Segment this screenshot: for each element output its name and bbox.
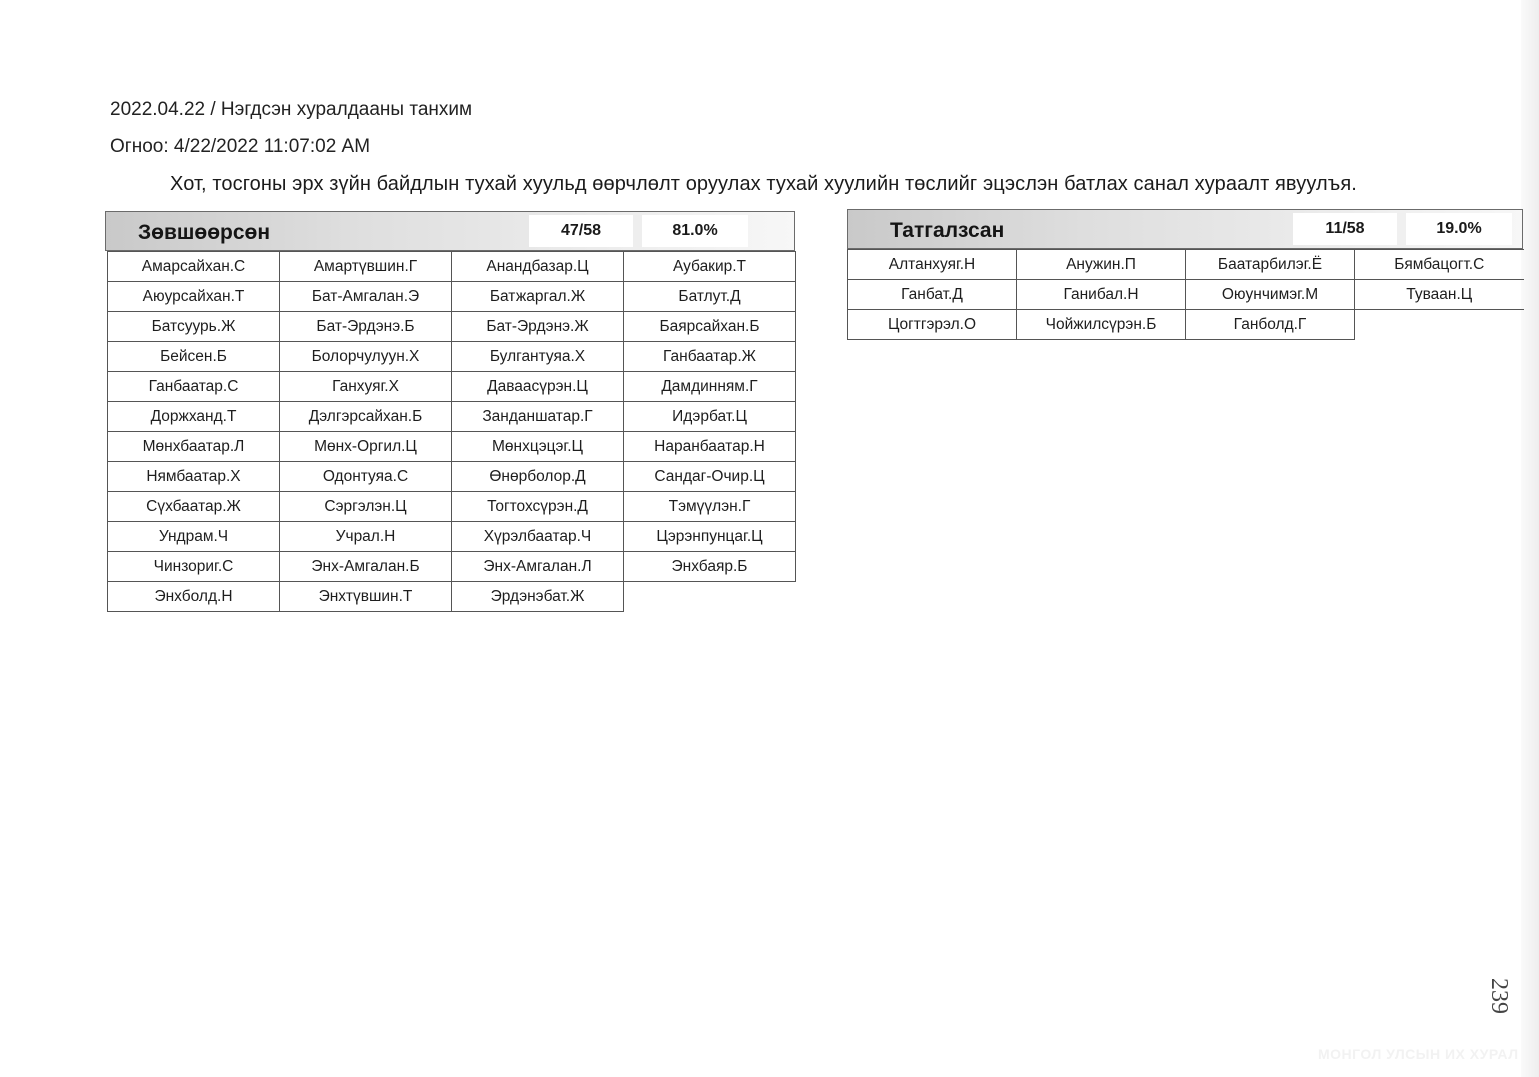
table-row bbox=[108, 282, 796, 312]
table-row bbox=[848, 250, 1524, 280]
approved-block bbox=[105, 211, 795, 612]
member-name-cell: Болорчулуун.Х bbox=[280, 342, 452, 372]
member-name-cell: Энх-Амгалан.Б bbox=[280, 552, 452, 582]
table-row bbox=[848, 280, 1524, 310]
member-name-cell: Аюурсайхан.Т bbox=[108, 282, 280, 312]
member-name-cell: Туваан.Ц bbox=[1355, 280, 1524, 310]
member-name-cell: Булгантуяа.Х bbox=[452, 342, 624, 372]
member-name-cell: Цэрэнпунцаг.Ц bbox=[624, 522, 796, 552]
member-name-cell: Хүрэлбаатар.Ч bbox=[452, 522, 624, 552]
table-row bbox=[108, 552, 796, 582]
member-name-cell: Баярсайхан.Б bbox=[624, 312, 796, 342]
member-name-cell: Батсуурь.Ж bbox=[108, 312, 280, 342]
member-name-cell: Амарсайхан.С bbox=[108, 252, 280, 282]
rejected-header bbox=[847, 209, 1523, 249]
page-edge bbox=[1521, 0, 1539, 1077]
member-name-cell: Сандаг-Очир.Ц bbox=[624, 462, 796, 492]
table-row bbox=[108, 462, 796, 492]
member-name-cell: Цогтгэрэл.О bbox=[848, 310, 1017, 340]
motion-text: Хот, тосгоны эрх зүйн байдлын тухай хуульд өөрчлөлт оруулах тухай хуулийн төслийг эцэслэн батлах санал хураалт явуулъя. bbox=[170, 173, 1357, 195]
member-name-cell: Ганхуяг.Х bbox=[280, 372, 452, 402]
approved-title: Зөвшөөрсөн bbox=[138, 221, 271, 244]
member-name-cell: Баатарбилэг.Ё bbox=[1186, 250, 1355, 280]
table-row bbox=[108, 402, 796, 432]
member-name-cell: Ганбаатар.С bbox=[108, 372, 280, 402]
member-name-cell: Бат-Амгалан.Э bbox=[280, 282, 452, 312]
member-name-cell: Даваасүрэн.Ц bbox=[452, 372, 624, 402]
member-name-cell: Дэлгэрсайхан.Б bbox=[280, 402, 452, 432]
table-row bbox=[108, 312, 796, 342]
empty-cell bbox=[624, 582, 796, 612]
table-row bbox=[108, 522, 796, 552]
rejected-block bbox=[847, 209, 1523, 340]
member-name-cell: Дамдинням.Г bbox=[624, 372, 796, 402]
member-name-cell: Мөнх-Оргил.Ц bbox=[280, 432, 452, 462]
member-name-cell: Бямбацогт.С bbox=[1355, 250, 1524, 280]
table-row bbox=[108, 432, 796, 462]
member-name-cell: Ганбаатар.Ж bbox=[624, 342, 796, 372]
date-label: Огноо: bbox=[110, 136, 169, 157]
rejected-count: 11/58 bbox=[1293, 213, 1397, 245]
member-name-cell: Наранбаатар.Н bbox=[624, 432, 796, 462]
member-name-cell: Анандбазар.Ц bbox=[452, 252, 624, 282]
table-row bbox=[108, 372, 796, 402]
member-name-cell: Идэрбат.Ц bbox=[624, 402, 796, 432]
member-name-cell: Учрал.Н bbox=[280, 522, 452, 552]
member-name-cell: Сүхбаатар.Ж bbox=[108, 492, 280, 522]
table-row bbox=[108, 582, 796, 612]
member-name-cell: Тэмүүлэн.Г bbox=[624, 492, 796, 522]
member-name-cell: Амартүвшин.Г bbox=[280, 252, 452, 282]
member-name-cell: Анужин.П bbox=[1017, 250, 1186, 280]
member-name-cell: Энх-Амгалан.Л bbox=[452, 552, 624, 582]
member-name-cell: Батжаргал.Ж bbox=[452, 282, 624, 312]
rejected-names-table bbox=[847, 249, 1524, 340]
member-name-cell: Занданшатар.Г bbox=[452, 402, 624, 432]
member-name-cell: Батлут.Д bbox=[624, 282, 796, 312]
member-name-cell: Доржханд.Т bbox=[108, 402, 280, 432]
member-name-cell: Одонтуяа.С bbox=[280, 462, 452, 492]
page-number: 239 bbox=[1486, 978, 1512, 1014]
approved-names-table bbox=[107, 251, 796, 612]
table-row bbox=[848, 310, 1524, 340]
member-name-cell: Нямбаатар.Х bbox=[108, 462, 280, 492]
date-value: 4/22/2022 11:07:02 AM bbox=[173, 136, 371, 157]
member-name-cell: Алтанхуяг.Н bbox=[848, 250, 1017, 280]
member-name-cell: Тогтохсүрэн.Д bbox=[452, 492, 624, 522]
table-row bbox=[108, 252, 796, 282]
empty-cell bbox=[1355, 310, 1524, 340]
member-name-cell: Ганбат.Д bbox=[848, 280, 1017, 310]
member-name-cell: Өнөрболор.Д bbox=[452, 462, 624, 492]
approved-count: 47/58 bbox=[529, 215, 633, 247]
member-name-cell: Ундрам.Ч bbox=[108, 522, 280, 552]
rejected-title: Татгалзсан bbox=[890, 219, 1005, 242]
approved-percent: 81.0% bbox=[642, 215, 748, 247]
table-row bbox=[108, 492, 796, 522]
member-name-cell: Ганибал.Н bbox=[1017, 280, 1186, 310]
member-name-cell: Чинзориг.С bbox=[108, 552, 280, 582]
member-name-cell: Мөнхбаатар.Л bbox=[108, 432, 280, 462]
member-name-cell: Энхбаяр.Б bbox=[624, 552, 796, 582]
member-name-cell: Эрдэнэбат.Ж bbox=[452, 582, 624, 612]
table-row bbox=[108, 342, 796, 372]
member-name-cell: Оюунчимэг.М bbox=[1186, 280, 1355, 310]
member-name-cell: Чойжилсүрэн.Б bbox=[1017, 310, 1186, 340]
date-line bbox=[110, 136, 370, 158]
session-title: 2022.04.22 / Нэгдсэн хуралдааны танхим bbox=[110, 99, 473, 120]
member-name-cell: Энхтүвшин.Т bbox=[280, 582, 452, 612]
member-name-cell: Аубакир.Т bbox=[624, 252, 796, 282]
member-name-cell: Бат-Эрдэнэ.Ж bbox=[452, 312, 624, 342]
member-name-cell: Мөнхцэцэг.Ц bbox=[452, 432, 624, 462]
rejected-percent: 19.0% bbox=[1406, 213, 1512, 245]
member-name-cell: Сэргэлэн.Ц bbox=[280, 492, 452, 522]
member-name-cell: Ганболд.Г bbox=[1186, 310, 1355, 340]
member-name-cell: Энхболд.Н bbox=[108, 582, 280, 612]
member-name-cell: Бат-Эрдэнэ.Б bbox=[280, 312, 452, 342]
member-name-cell: Бейсен.Б bbox=[108, 342, 280, 372]
approved-header bbox=[105, 211, 795, 251]
watermark: МОНГОЛ УЛСЫН ИХ ХУРАЛ bbox=[1318, 1046, 1519, 1062]
